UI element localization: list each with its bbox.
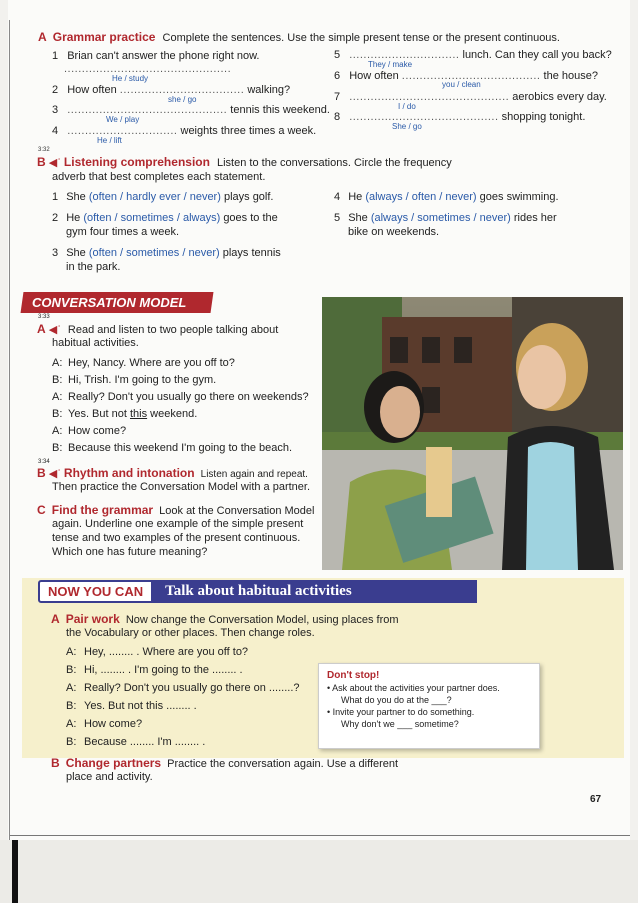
page-number: 67 — [590, 794, 602, 805]
dont-stop-box — [318, 663, 540, 749]
find-grammar-heading: C Find the grammar Look at the Conversation Model — [37, 503, 315, 517]
listening-instructions: adverb that best completes each statement. — [52, 171, 266, 183]
conversation-model-banner: CONVERSATION MODEL — [21, 292, 214, 313]
change-partners-heading: B Change partners Practice the conversation again. Use a different — [51, 756, 399, 770]
now-you-can-header — [38, 580, 477, 603]
convo-line: A: Hey, Nancy. Where are you off to? — [52, 357, 235, 369]
frequency-options[interactable]: (often / sometimes / always) — [83, 212, 221, 224]
dont-stop-example: What do you do at the ___? — [341, 695, 452, 705]
now-you-can-title: Talk about habitual activities — [153, 580, 477, 603]
conversation-model — [52, 355, 309, 457]
rhythm-heading: B ◀ʾ Rhythm and intonation Listen again and repeat. — [37, 466, 308, 480]
grammar-item-5: 5 ............................... lunch. Can they call you back? — [334, 49, 612, 61]
convo-line: B: Hi, Trish. I'm going to the gym. — [52, 374, 217, 386]
grammar-hint-7: I / do — [398, 102, 416, 111]
grammar-blank-4[interactable]: ............................... — [67, 125, 178, 137]
frequency-options[interactable]: (always / often / never) — [365, 191, 477, 203]
convo-a-heading: A ◀ʾ Read and listen to two people talking about — [37, 322, 279, 336]
listening-item-3-cont: in the park. — [66, 261, 121, 273]
listening-item-5: 5 She (always / sometimes / never) rides her — [334, 212, 557, 224]
listening-item-1: 1 She (often / hardly ever / never) plays golf. — [52, 191, 274, 203]
dont-stop-bullet: • Invite your partner to do something. — [327, 707, 475, 717]
pair-work-heading: A Pair work Now change the Conversation Model, using places from — [51, 612, 399, 626]
practice-line[interactable]: B: Hi, ........ . I'm going to the ........ . — [66, 664, 243, 676]
convo-track-b: 3:34 — [38, 459, 50, 465]
grammar-item-2: 2 How often ................................... walking? — [52, 84, 291, 96]
practice-line[interactable]: A: Really? Don't you usually go there on ........? — [66, 682, 300, 694]
audio-speaker-icon[interactable]: ◀ʾ — [48, 468, 61, 480]
practice-line[interactable]: B: Yes. But not this ........ . — [66, 700, 197, 712]
grammar-instructions: Complete the sentences. Use the simple present tense or the present continuous. — [162, 32, 560, 44]
listening-item-3: 3 She (often / sometimes / never) plays tennis — [52, 247, 281, 259]
bottom-rule — [10, 835, 630, 836]
listening-item-4: 4 He (always / often / never) goes swimming. — [334, 191, 559, 203]
practice-line[interactable]: A: Hey, ........ . Where are you off to? — [66, 646, 249, 658]
listening-track: 3:32 — [38, 147, 50, 153]
grammar-blank-2[interactable]: ................................... — [119, 84, 245, 96]
grammar-hint-5: They / make — [368, 60, 413, 69]
convo-a-instructions: habitual activities. — [52, 337, 139, 349]
grammar-blank-6[interactable]: ....................................... — [401, 70, 541, 82]
grammar-item-1: 1 Brian can't answer the phone right now. — [52, 50, 260, 62]
grammar-hint-1: He / study — [112, 74, 149, 83]
dont-stop-example: Why don't we ___ sometime? — [341, 719, 459, 729]
grammar-item-7: 7 ............................................. aerobics every day. — [334, 91, 607, 103]
grammar-heading — [38, 30, 560, 45]
convo-line: B: Because this weekend I'm going to the beach. — [52, 442, 293, 454]
grammar-hint-2: she / go — [168, 95, 197, 104]
listening-title: Listening comprehension — [63, 155, 210, 169]
dont-stop-title: Don't stop! — [327, 670, 380, 681]
listening-heading: B ◀ʾ Listening comprehension Listen to the conversations. Circle the frequency — [37, 155, 452, 169]
convo-line: B: Yes. But not this weekend. — [52, 408, 198, 420]
grammar-blank-3[interactable]: ............................................. — [67, 104, 228, 116]
grammar-item-8: 8 .......................................... shopping tonight. — [334, 111, 586, 123]
find-grammar-line: tense and two examples of the present continuous. — [52, 532, 301, 544]
find-grammar-line: again. Underline one example of the simple present — [52, 518, 304, 530]
grammar-item-3: 3 ............................................. tennis this weekend. — [52, 104, 330, 116]
convo-line: A: Really? Don't you usually go there on weekends? — [52, 391, 309, 403]
listening-item-5-cont: bike on weekends. — [348, 226, 440, 238]
page-edge-line — [9, 20, 10, 870]
grammar-blank-7[interactable]: ............................................. — [349, 91, 510, 103]
grammar-blank-5[interactable]: ............................... — [349, 49, 460, 61]
grammar-item-6: 6 How often ....................................... the house? — [334, 70, 598, 82]
grammar-item-4: 4 ............................... weights three times a week. — [52, 125, 317, 137]
two-women-photo-illustration — [322, 297, 623, 570]
change-partners-instructions: place and activity. — [66, 771, 153, 783]
find-grammar-line: Which one has future meaning? — [52, 546, 208, 558]
grammar-title: Grammar practice — [52, 30, 156, 44]
dont-stop-bullet: • Ask about the activities your partner does. — [327, 683, 500, 693]
audio-speaker-icon[interactable]: ◀ʾ — [48, 157, 61, 169]
listening-item-2-cont: gym four times a week. — [66, 226, 180, 238]
now-you-can-label: NOW YOU CAN — [38, 580, 153, 603]
grammar-letter: A — [38, 30, 47, 44]
page-margin-bottom — [0, 840, 638, 903]
frequency-options[interactable]: (often / hardly ever / never) — [88, 191, 221, 203]
grammar-hint-6: you / clean — [442, 80, 481, 89]
binding-shadow — [12, 840, 18, 903]
grammar-hint-8: She / go — [392, 122, 422, 131]
grammar-hint-3: We / play — [106, 115, 140, 124]
practice-line[interactable]: A: How come? — [66, 718, 143, 730]
grammar-blank-8[interactable]: .......................................... — [349, 111, 499, 123]
listening-item-2: 2 He (often / sometimes / always) goes to the — [52, 212, 278, 224]
audio-speaker-icon[interactable]: ◀ʾ — [48, 324, 61, 336]
grammar-hint-4: He / lift — [97, 136, 122, 145]
practice-line[interactable]: B: Because ........ I'm ........ . — [66, 736, 206, 748]
pair-work-conversation — [66, 643, 300, 751]
conversation-photo — [322, 297, 623, 570]
frequency-options[interactable]: (often / sometimes / never) — [88, 247, 220, 259]
convo-track-a: 3:33 — [38, 314, 50, 320]
frequency-options[interactable]: (always / sometimes / never) — [370, 212, 511, 224]
rhythm-instructions: Then practice the Conversation Model with a partner. — [52, 481, 311, 493]
grammar-blank-1[interactable]: ............................................... — [64, 63, 232, 75]
convo-line: A: How come? — [52, 425, 127, 437]
pair-work-instructions: the Vocabulary or other places. Then change roles. — [66, 627, 315, 639]
